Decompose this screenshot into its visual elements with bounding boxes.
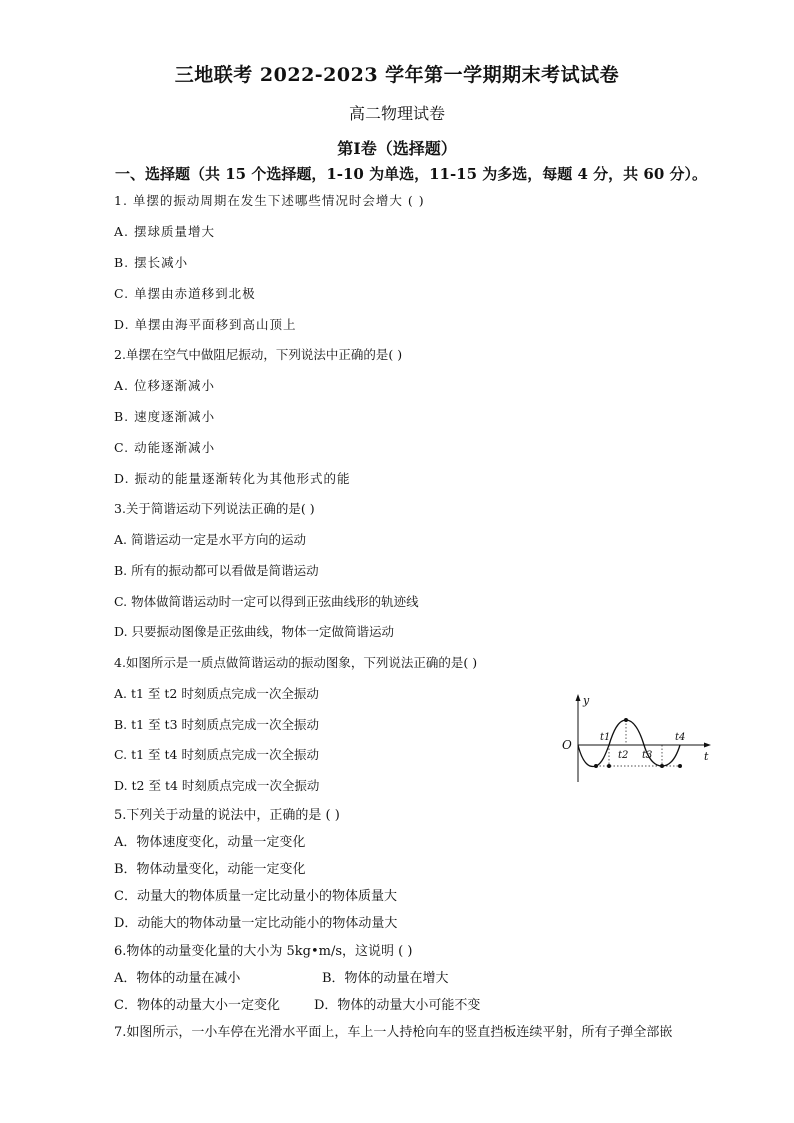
point-t1-low	[607, 764, 611, 768]
t2-label: t2	[618, 750, 629, 761]
point-peak	[624, 718, 628, 722]
question-1-option-c: C. 单摆由赤道移到北极	[114, 286, 256, 301]
t1-label: t1	[600, 732, 611, 743]
origin-label: O	[562, 738, 572, 752]
question-2-option-d: D. 振动的能量逐渐转化为其他形式的能	[114, 471, 351, 486]
section-heading: 一、选择题（共 15 个选择题，1-10 为单选，11-15 为多选，每题 4 分，共 60 分）。	[115, 165, 707, 183]
exam-title: 三地联考 2022-2023 学年第一学期期末考试试卷	[174, 64, 620, 86]
question-2-option-a: A. 位移逐渐减小	[114, 378, 215, 393]
question-5-option-a: A．物体速度变化，动量一定变化	[114, 835, 306, 850]
question-6-option-d: D．物体的动量大小可能不变	[314, 998, 481, 1013]
point-t3-low	[660, 764, 664, 768]
question-2-option-c: C. 动能逐渐减小	[114, 440, 216, 455]
question-1-option-d: D. 单摆由海平面移到高山顶上	[114, 317, 297, 332]
displacement-curve	[578, 720, 680, 767]
question-3-option-d: D. 只要振动图像是正弦曲线，物体一定做简谐运动	[114, 624, 395, 639]
point-t4-low	[678, 764, 682, 768]
question-3-option-a: A. 简谐运动一定是水平方向的运动	[114, 532, 306, 547]
part-heading: 第Ⅰ卷（选择题）	[337, 139, 457, 158]
question-6-stem: 6.物体的动量变化量的大小为 5kg•m/s，这说明 ( )	[114, 944, 413, 959]
t-axis-label: t	[704, 750, 709, 763]
question-5-stem: 5.下列关于动量的说法中，正确的是 ( )	[114, 808, 340, 823]
question-4-option-b: B. t1 至 t3 时刻质点完成一次全振动	[114, 717, 320, 732]
question-3-option-c: C. 物体做简谐运动时一定可以得到正弦曲线形的轨迹线	[114, 594, 419, 609]
oscillation-graph	[556, 690, 716, 790]
y-axis-label: y	[583, 694, 590, 707]
point-trough-1	[594, 764, 598, 768]
question-6-option-a: A．物体的动量在减小	[114, 971, 241, 986]
question-2-option-b: B. 速度逐渐减小	[114, 409, 216, 424]
t3-label: t3	[642, 750, 653, 761]
question-3-stem: 3.关于简谐运动下列说法正确的是( )	[114, 501, 315, 516]
question-6-option-c: C．物体的动量大小一定变化	[114, 998, 280, 1013]
question-4-stem: 4.如图所示是一质点做简谐运动的振动图象，下列说法正确的是( )	[114, 655, 478, 670]
question-4-option-d: D. t2 至 t4 时刻质点完成一次全振动	[114, 778, 320, 793]
t-axis-arrow	[704, 743, 711, 748]
question-4-option-c: C. t1 至 t4 时刻质点完成一次全振动	[114, 747, 319, 762]
t4-label: t4	[675, 732, 686, 743]
question-2-stem: 2.单摆在空气中做阻尼振动，下列说法中正确的是( )	[114, 347, 403, 362]
question-4-option-a: A. t1 至 t2 时刻质点完成一次全振动	[114, 686, 319, 701]
question-6-option-b: B．物体的动量在增大	[322, 971, 449, 986]
exam-subtitle: 高二物理试卷	[348, 104, 445, 123]
question-5-option-b: B．物体动量变化，动能一定变化	[114, 862, 306, 877]
question-5-option-c: C．动量大的物体质量一定比动量小的物体质量大	[114, 889, 397, 904]
question-3-option-b: B. 所有的振动都可以看做是简谐运动	[114, 563, 319, 578]
question-7-stem: 7.如图所示，一小车停在光滑水平面上，车上一人持枪向车的竖直挡板连续平射，所有子弹全部嵌	[114, 1025, 673, 1040]
question-1-option-b: B. 摆长减小	[114, 255, 189, 270]
y-axis-arrow	[576, 694, 581, 701]
question-5-option-d: D．动能大的物体动量一定比动能小的物体动量大	[114, 916, 398, 931]
question-1-option-a: A. 摆球质量增大	[114, 224, 215, 239]
question-1-stem: 1. 单摆的振动周期在发生下述哪些情况时会增大 ( )	[114, 193, 425, 208]
